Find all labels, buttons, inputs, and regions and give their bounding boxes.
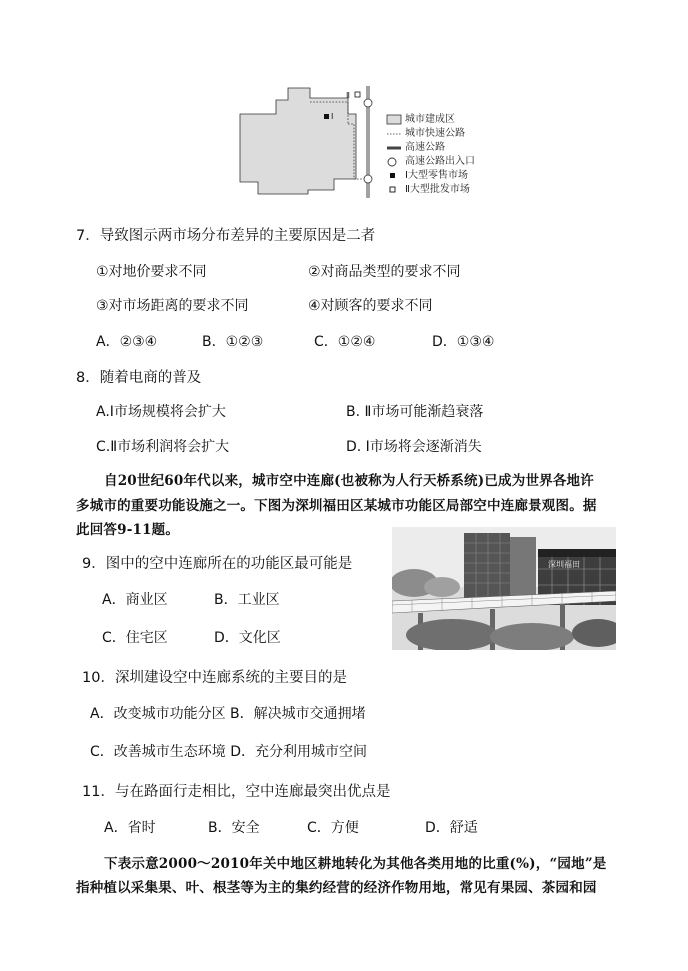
q9-choice-c[interactable]: C．住宅区 — [102, 630, 168, 646]
built-area-icon — [386, 110, 404, 122]
q7-choice-d[interactable]: D．①③④ — [432, 334, 495, 350]
q7-choice-a[interactable]: A．②③④ — [96, 334, 158, 350]
legend-label-expressway: 城市快速公路 — [405, 128, 465, 139]
q11-choice-d[interactable]: D．舒适 — [425, 820, 478, 836]
q9-choice-a[interactable]: A．商业区 — [102, 592, 168, 608]
passage-1-line-3: 此回答9-11题。 — [76, 522, 180, 538]
q7-item-2: ②对商品类型的要求不同 — [308, 264, 461, 280]
skywalk-photo — [392, 527, 616, 650]
open-square-icon — [386, 180, 404, 192]
question-10-stem: 10．深圳建设空中连廊系统的主要目的是 — [82, 670, 347, 686]
market-I-icon — [324, 114, 329, 119]
question-9-stem: 9．图中的空中连廊所在的功能区最可能是 — [82, 556, 353, 572]
expressway-dotted-icon — [386, 124, 404, 136]
highway-exit-lower — [364, 175, 372, 183]
question-8-stem: 8．随着电商的普及 — [76, 370, 202, 386]
q8-choice-a[interactable]: A.Ⅰ市场规模将会扩大 — [96, 404, 226, 420]
passage-1-line-1: 自20世纪60年代以来，城市空中连廊(也被称为人行天桥系统)已成为世界各地许 — [104, 473, 594, 489]
city-market-map — [238, 86, 388, 198]
q10-choices-row-1[interactable]: A．改变城市功能分区 B．解决城市交通拥堵 — [90, 706, 366, 722]
legend-label-wholesale-market: Ⅱ大型批发市场 — [405, 184, 470, 195]
photo-building-sign: 深圳福田 — [548, 560, 580, 569]
legend-label-built-area: 城市建成区 — [405, 114, 455, 125]
highway-line-icon — [386, 138, 404, 150]
q7-item-3: ③对市场距离的要求不同 — [96, 298, 249, 314]
highway-exit-circle-icon — [386, 152, 404, 164]
q7-choice-b[interactable]: B．①②③ — [202, 334, 264, 350]
q8-choice-d[interactable]: D. Ⅰ市场将会逐渐消失 — [346, 439, 482, 455]
passage-2-line-2: 指种植以采集果、叶、根茎等为主的集约经营的经济作物用地，常见有果园、茶园和园 — [76, 880, 597, 896]
q11-choice-a[interactable]: A．省时 — [104, 820, 156, 836]
q7-item-1: ①对地价要求不同 — [96, 264, 207, 280]
q9-choice-b[interactable]: B．工业区 — [214, 592, 280, 608]
market-II-label: Ⅱ — [346, 91, 350, 100]
q8-choice-c[interactable]: C.Ⅱ市场利润将会扩大 — [96, 439, 230, 455]
market-II-icon — [355, 92, 360, 97]
legend-label-highway: 高速公路 — [405, 142, 445, 153]
q11-choice-c[interactable]: C．方便 — [307, 820, 359, 836]
built-up-area — [240, 88, 356, 194]
q11-choice-b[interactable]: B．安全 — [208, 820, 260, 836]
market-I-label: Ⅰ — [331, 112, 334, 121]
passage-1-line-2: 多城市的重要功能设施之一。下图为深圳福田区某城市功能区局部空中连廊景观图。据 — [76, 498, 597, 514]
q9-choice-d[interactable]: D．文化区 — [214, 630, 281, 646]
legend-label-retail-market: Ⅰ大型零售市场 — [405, 170, 468, 181]
question-7-stem: 7．导致图示两市场分布差异的主要原因是二者 — [76, 228, 376, 244]
passage-2-line-1: 下表示意2000～2010年关中地区耕地转化为其他各类用地的比重(%)，“园地”是 — [104, 856, 607, 872]
q7-choice-c[interactable]: C．①②④ — [314, 334, 376, 350]
q10-choices-row-2[interactable]: C．改善城市生态环境 D．充分利用城市空间 — [90, 744, 368, 760]
question-11-stem: 11．与在路面行走相比，空中连廊最突出优点是 — [82, 784, 391, 800]
q7-item-4: ④对顾客的要求不同 — [308, 298, 433, 314]
legend-label-highway-exit: 高速公路出入口 — [405, 156, 475, 167]
highway-exit-upper — [364, 99, 372, 107]
filled-square-icon — [386, 166, 404, 178]
q8-choice-b[interactable]: B. Ⅱ市场可能渐趋衰落 — [346, 404, 484, 420]
